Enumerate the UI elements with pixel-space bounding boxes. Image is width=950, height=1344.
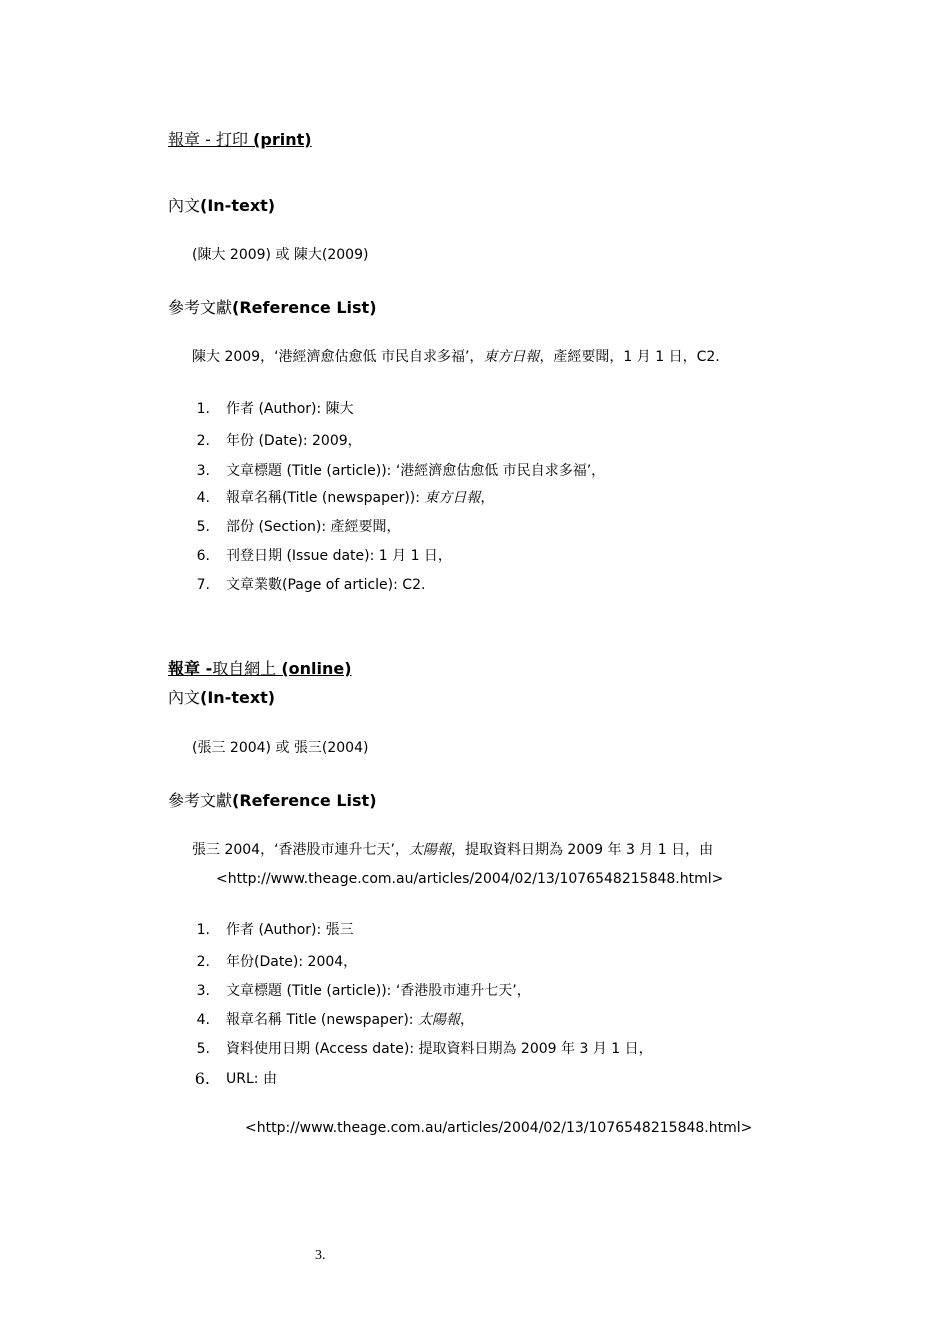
print-heading: [168, 130, 312, 149]
print-item-1-num: 1.: [196, 401, 210, 417]
online-item-6: [226, 1071, 277, 1088]
print-item-4-num: 4.: [196, 490, 210, 506]
online-item-4-num: 4.: [196, 1012, 210, 1028]
print-item-3: [226, 463, 605, 480]
print-intext-heading: [168, 196, 275, 215]
online-intext-label: 內文: [168, 688, 201, 707]
online-item-3-text: 文章標題 (Title (article)): ‘香港股市連升七天’，: [226, 983, 531, 999]
print-heading-prefix: 報章 - 打印: [168, 130, 254, 149]
online-heading-mid: 取自網上: [212, 659, 282, 678]
online-item-2-text: 年份(Date): 2004，: [226, 954, 358, 970]
online-ref-part1: 張三 2004，‘香港股市連升七天’，: [192, 842, 409, 858]
print-item-2-text: 年份 (Date): 2009，: [226, 433, 362, 449]
print-item-7: [226, 577, 425, 594]
online-item-1-text: 作者 (Author): 張三: [226, 922, 354, 938]
print-intext-label: 內文: [168, 196, 201, 215]
online-item-2: [226, 954, 357, 971]
print-item-1: [226, 401, 354, 418]
online-item-5: [226, 1041, 653, 1058]
print-item-7-text: 文章業數(Page of article): C2.: [226, 577, 426, 593]
print-ref-entry: [192, 349, 720, 366]
print-item-4-post: ，: [480, 490, 495, 506]
print-item-4-italic: 東方日報: [424, 490, 481, 506]
print-item-6-num: 6.: [196, 548, 210, 564]
online-ref-bold: (Reference List): [232, 791, 377, 810]
online-item-3: [226, 983, 531, 1000]
print-item-5: [226, 519, 401, 536]
online-item-2-num: 2.: [196, 954, 210, 970]
online-item-4: [226, 1012, 474, 1029]
online-item-4-italic: 太陽報: [417, 1012, 460, 1028]
online-ref-entry: [192, 842, 713, 859]
print-item-6: [226, 548, 452, 565]
online-ref-url: <http://www.theage.com.au/articles/2004/02/13/1076548215848.html>: [216, 871, 724, 887]
page-number: 3.: [315, 1248, 326, 1263]
print-intext-example: (陳大 2009) 或 陳大(2009): [192, 247, 369, 263]
print-ref-part1: 陳大 2009，‘港經濟愈估愈低 市民自求多福’，: [192, 349, 484, 365]
online-heading: [168, 659, 352, 678]
print-item-2: [226, 433, 362, 450]
online-ref-label: 參考文獻: [168, 791, 233, 810]
online-item-1-num: 1.: [196, 922, 210, 938]
print-ref-label: 參考文獻: [168, 298, 233, 317]
online-item-4-post: ，: [459, 1012, 474, 1028]
online-intext-heading: [168, 688, 275, 707]
online-intext-bold: (In-text): [200, 688, 276, 707]
online-ref-heading: [168, 791, 377, 810]
print-item-7-num: 7.: [196, 577, 210, 593]
online-ref-italic: 太陽報: [408, 842, 451, 858]
online-item-5-text: 資料使用日期 (Access date): 提取資料日期為 2009 年 3 月 1 日，: [226, 1041, 653, 1057]
online-url-line: <http://www.theage.com.au/articles/2004/02/13/1076548215848.html>: [245, 1120, 753, 1136]
print-heading-bold: (print): [253, 130, 312, 149]
print-item-3-num: 3.: [196, 463, 210, 479]
online-item-1: [226, 922, 354, 939]
online-heading-bold: (online): [281, 659, 352, 678]
online-intext-example: (張三 2004) 或 張三(2004): [192, 740, 369, 756]
print-ref-heading: [168, 298, 377, 317]
print-ref-part2: ，產經要聞，1 月 1 日，C2.: [539, 349, 720, 365]
print-item-4: [226, 490, 494, 507]
print-item-5-text: 部份 (Section): 產經要聞，: [226, 519, 401, 535]
online-heading-prefix: 報章 -: [168, 659, 213, 678]
print-item-1-text: 作者 (Author): 陳大: [226, 401, 354, 417]
print-item-4-text: 報章名稱(Title (newspaper)):: [226, 490, 425, 506]
online-ref-part2: ，提取資料日期為 2009 年 3 月 1 日，由: [450, 842, 714, 858]
online-item-5-num: 5.: [196, 1041, 210, 1057]
print-item-6-text: 刊登日期 (Issue date): 1 月 1 日，: [226, 548, 452, 564]
online-item-6-text: URL: 由: [226, 1071, 277, 1087]
online-item-3-num: 3.: [196, 983, 210, 999]
print-ref-italic: 東方日報: [483, 349, 540, 365]
print-item-3-text: 文章標題 (Title (article)): ‘港經濟愈估愈低 市民自求多福’，: [226, 463, 606, 479]
online-item-6-num: 6.: [194, 1069, 210, 1088]
print-ref-bold: (Reference List): [232, 298, 377, 317]
print-item-5-num: 5.: [196, 519, 210, 535]
print-intext-bold: (In-text): [200, 196, 276, 215]
online-item-4-text: 報章名稱 Title (newspaper):: [226, 1012, 418, 1028]
print-item-2-num: 2.: [196, 433, 210, 449]
